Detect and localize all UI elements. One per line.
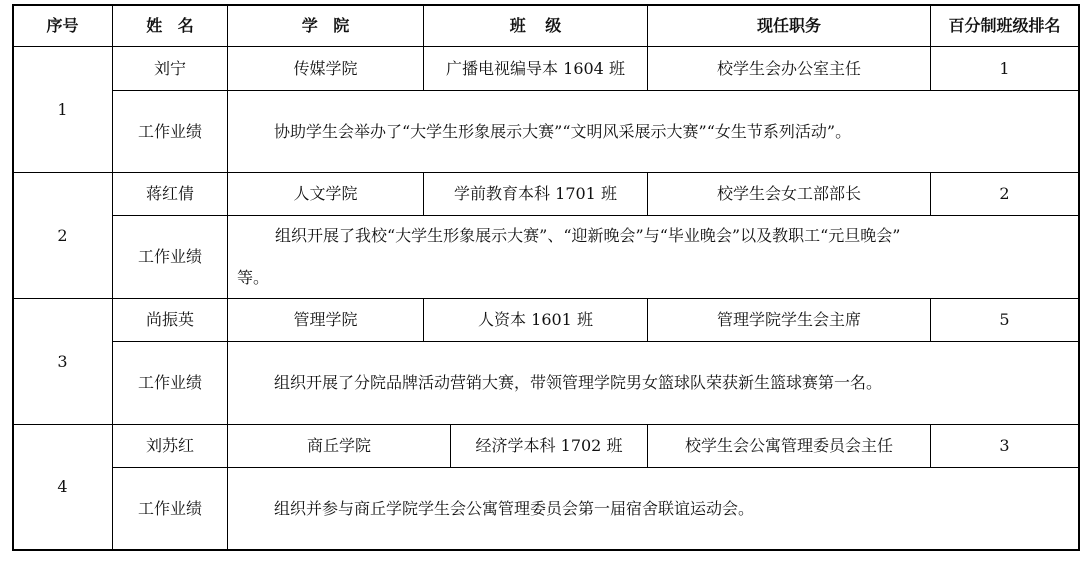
record-class: 经济学本科 1702 班 — [475, 436, 623, 455]
record-position: 管理学院学生会主席 — [716, 310, 861, 329]
row-divider — [112, 215, 1080, 216]
record-class: 广播电视编导本 1604 班 — [446, 58, 625, 78]
table-border-bottom — [12, 549, 1080, 551]
achievement-label: 工作业绩 — [137, 121, 202, 141]
record-rank: 1 — [999, 58, 1010, 78]
record-college: 商丘学院 — [306, 436, 371, 455]
record-seq: 4 — [57, 477, 68, 496]
achievement-text: 组织开展了我校“大学生形象展示大赛”、“迎新晚会”与“毕业晚会”以及教职工“元旦晚会” — [275, 226, 901, 245]
table-border-right — [1078, 4, 1080, 551]
header-college: 学 院 — [301, 15, 350, 35]
record-position: 校学生会女工部部长 — [716, 184, 861, 203]
record-seq: 3 — [57, 351, 68, 371]
achievement-text: 组织开展了分院品牌活动营销大赛，带领管理学院男女篮球队荣获新生篮球赛第一名。 — [274, 373, 883, 392]
record-name: 蒋红倩 — [145, 184, 194, 203]
record-name: 刘宁 — [153, 58, 186, 78]
record-college: 传媒学院 — [293, 58, 358, 78]
record-class: 学前教育本科 1701 班 — [454, 184, 617, 203]
header-name: 姓 名 — [146, 15, 194, 35]
record-name: 刘苏红 — [145, 436, 194, 455]
header-seq: 序号 — [46, 15, 79, 35]
header-position: 现任职务 — [756, 15, 821, 35]
record-seq: 2 — [57, 225, 68, 245]
record-rank: 2 — [999, 184, 1010, 203]
record-seq: 1 — [57, 99, 68, 119]
record-position: 校学生会公寓管理委员会主任 — [684, 436, 893, 455]
achievement-text-continued: 等。 — [237, 268, 270, 287]
header-rank: 百分制班级排名 — [948, 15, 1061, 35]
record-rank: 3 — [999, 436, 1010, 455]
achievement-label: 工作业绩 — [137, 498, 202, 518]
record-rank: 5 — [999, 310, 1010, 329]
record-college: 管理学院 — [293, 310, 358, 329]
achievement-label: 工作业绩 — [137, 247, 202, 266]
achievement-text: 组织并参与商丘学院学生会公寓管理委员会第一届宿舍联谊运动会。 — [274, 498, 755, 518]
record-position: 校学生会办公室主任 — [716, 58, 861, 78]
record-college: 人文学院 — [293, 184, 358, 203]
header-class: 班 级 — [509, 15, 562, 35]
record-name: 尚振英 — [145, 310, 194, 329]
achievement-label: 工作业绩 — [137, 373, 202, 392]
record-class: 人资本 1601 班 — [478, 310, 593, 329]
achievement-text: 协助学生会举办了“大学生形象展示大赛”“文明风采展示大赛”“女生节系列活动”。 — [274, 121, 852, 141]
